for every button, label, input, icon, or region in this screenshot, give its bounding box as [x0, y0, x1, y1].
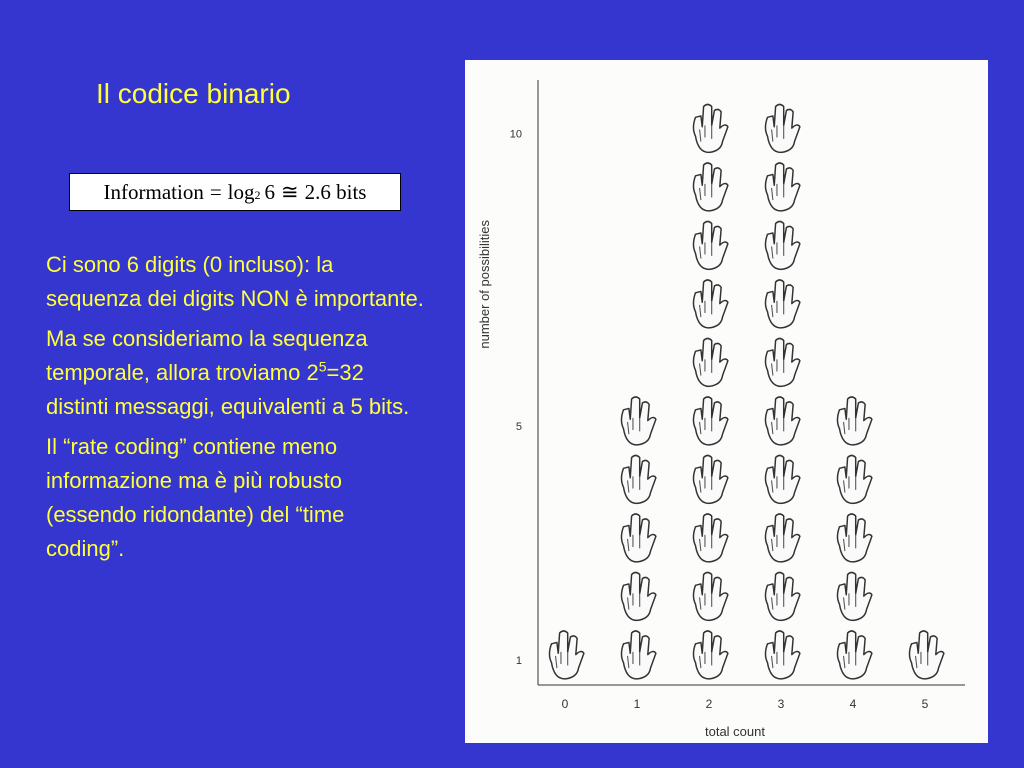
y-tick-labels: [510, 129, 522, 668]
formula-log-base: 2: [254, 187, 261, 202]
hand-icon: [765, 455, 799, 503]
hand-icon: [765, 163, 799, 211]
hand-icon: [693, 104, 727, 152]
x-tick-label: 1: [633, 697, 641, 711]
hand-icon: [549, 631, 583, 679]
hand-icon: [693, 572, 727, 620]
paragraph-3: Il “rate coding” contiene meno informazione ma è più robusto (essendo ridondante) del “time coding”.: [46, 434, 345, 561]
hand-icon: [765, 338, 799, 386]
x-tick-label: 3: [777, 697, 785, 711]
hand-icon: [765, 572, 799, 620]
x-tick-labels: [562, 697, 929, 711]
y-tick-label: 10: [509, 128, 522, 141]
body-text: [46, 248, 426, 572]
paragraph-2-part-1: Ma se consideriamo la sequenza temporale, allora troviamo 2: [46, 326, 368, 385]
y-axis-label: number of possibilities: [477, 220, 492, 349]
paragraph-1: Ci sono 6 digits (0 incluso): la sequenza dei digits NON è importante.: [46, 252, 424, 311]
formula-lhs: Information: [103, 179, 204, 204]
formula-arg: 6: [264, 179, 276, 204]
formula-equals: =: [209, 179, 222, 204]
x-axis-label: total count: [705, 724, 765, 739]
x-tick-label: 0: [561, 697, 569, 711]
hand-icon: [837, 397, 871, 445]
x-tick-label: 5: [921, 697, 929, 711]
formula-approx: ≅: [281, 179, 299, 204]
hand-icon: [765, 221, 799, 269]
paragraph-2-part-2: =32 distinti messaggi, equivalenti a 5 bits.: [46, 360, 410, 419]
hand-icon: [621, 631, 655, 679]
hand-icon: [693, 397, 727, 445]
hand-icon: [837, 455, 871, 503]
hand-icon: [765, 397, 799, 445]
hand-icon: [621, 514, 655, 562]
x-tick-label: 2: [705, 697, 713, 711]
information-formula: [69, 173, 401, 211]
slide-title: Il codice binario: [96, 78, 291, 109]
hand-count-figure: [465, 60, 988, 743]
hand-marks: [549, 104, 943, 678]
hand-icon: [693, 163, 727, 211]
hand-icon: [693, 338, 727, 386]
hand-icon: [765, 631, 799, 679]
hand-icon: [621, 572, 655, 620]
hand-count-chart: [465, 60, 988, 743]
paragraph-2-exponent: 5: [318, 358, 327, 375]
hand-icon: [693, 631, 727, 679]
hand-icon: [621, 397, 655, 445]
hand-icon: [837, 514, 871, 562]
y-tick-label: 5: [515, 421, 522, 433]
y-tick-label: 1: [515, 655, 522, 667]
formula-log: log: [227, 179, 255, 204]
hand-icon: [765, 514, 799, 562]
hand-icon: [837, 572, 871, 620]
hand-icon: [693, 455, 727, 503]
paragraph-2: [46, 322, 426, 424]
x-tick-label: 4: [849, 697, 857, 711]
hand-icon: [693, 221, 727, 269]
hand-icon: [765, 280, 799, 328]
hand-icon: [837, 631, 871, 679]
hand-icon: [621, 455, 655, 503]
hand-icon: [693, 514, 727, 562]
hand-icon: [765, 104, 799, 152]
hand-icon: [909, 631, 943, 679]
hand-icon: [693, 280, 727, 328]
formula-rhs: 2.6 bits: [304, 179, 367, 204]
